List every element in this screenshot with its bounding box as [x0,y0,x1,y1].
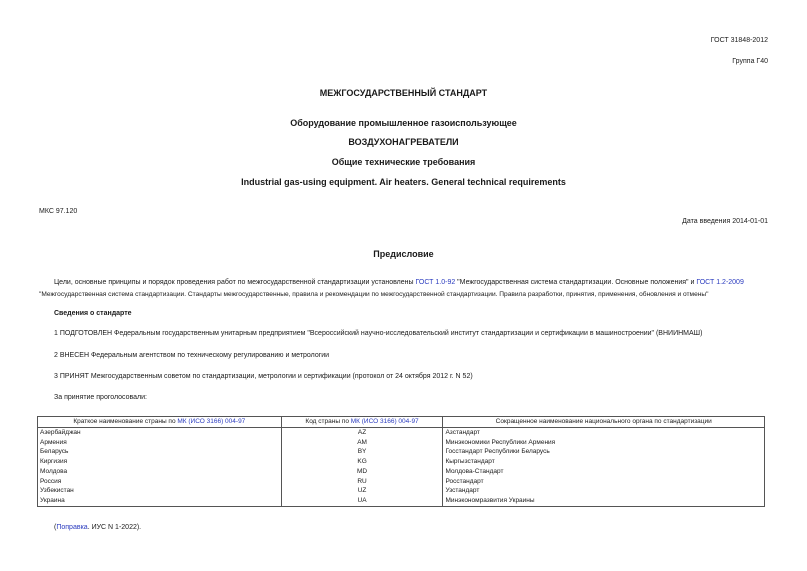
body-cell: Молдова-Стандарт [443,467,765,477]
code-cell: AM [281,438,443,448]
code-cell: UZ [281,486,443,496]
col-header-code: Код страны по МК (ИСО 3166) 004-97 [281,417,443,428]
code-cell: MD [281,467,443,477]
table-header-row [38,417,765,428]
body-cell: Узстандарт [443,486,765,496]
code-cell: AZ [281,428,443,438]
table-row [38,447,765,457]
info-item-prepared: 1 ПОДГОТОВЛЕН Федеральным государственным унитарным предприятием "Всероссийский научно-исследовательский институт стандартизации и сертификации в машиностроении" (ВНИИНМАШ) [54,330,703,337]
classification-group: Группа Г40 [732,58,768,65]
preface-heading: Предисловие [373,249,434,259]
standard-kind-title: МЕЖГОСУДАРСТВЕННЫЙ СТАНДАРТ [319,88,488,98]
col-header-country: Краткое наименование страны по МК (ИСО 3166) 004-97 [38,417,282,428]
body-cell: Минэкономики Республики Армения [443,438,765,448]
document-title-line1: Оборудование промышленное газоиспользующее [290,118,517,128]
table-row [38,496,765,506]
table-row [38,457,765,467]
standard-info-heading: Сведения о стандарте [54,310,132,317]
code-cell: RU [281,477,443,487]
preface-text-prefix: Цели, основные принципы и порядок проведения работ по межгосударственной стандартизации установлены [54,279,416,286]
amendment-note: (Поправка. ИУС N 1-2022). [54,524,142,531]
preface-paragraph-line2: "Межгосударственная система стандартизации. Стандарты межгосударственные, правила и рекомендации по межгосударственной стандартизации. Правила разработки, принятия, применения, обновления и отмены" [39,291,709,298]
mks-code: МКС 97.120 [39,208,78,215]
table-row [38,438,765,448]
code-cell: UA [281,496,443,506]
mk-iso-3166-link[interactable]: МК (ИСО 3166) 004-97 [177,418,246,426]
code-cell: BY [281,447,443,457]
table-row [38,486,765,496]
country-cell: Азербайджан [38,428,282,438]
body-cell: Минэкономразвития Украины [443,496,765,506]
country-cell: Армения [38,438,282,448]
info-item-adopted: 3 ПРИНЯТ Межгосударственным советом по стандартизации, метрологии и сертификации (протокол от 24 октября 2012 г. N 52) [54,373,473,380]
body-cell: Кыргызстандарт [443,457,765,467]
code-cell: KG [281,457,443,467]
body-cell: Госстандарт Республики Беларусь [443,447,765,457]
preface-text-mid: "Межгосударственная система стандартизации. Основные положения" и [455,279,697,286]
country-cell: Узбекистан [38,486,282,496]
body-cell: Росстандарт [443,477,765,487]
col-header-body: Сокращенное наименование национального органа по стандартизации [443,417,765,428]
voted-for-label: За принятие проголосовали: [54,394,147,401]
table-row [38,467,765,477]
voting-states-table [37,416,765,507]
table-row [38,428,765,438]
body-cell: Азстандарт [443,428,765,438]
gost-1-0-92-link[interactable]: ГОСТ 1.0-92 [415,279,456,286]
country-cell: Киргизия [38,457,282,467]
amendment-link[interactable]: Поправка [56,524,88,531]
country-cell: Украина [38,496,282,506]
country-cell: Молдова [38,467,282,477]
introduction-date: Дата введения 2014-01-01 [682,218,768,225]
preface-paragraph-line1 [54,279,744,286]
standard-number: ГОСТ 31848-2012 [710,37,768,44]
document-title-line2: ВОЗДУХОНАГРЕВАТЕЛИ [348,137,459,147]
mk-iso-3166-link[interactable]: МК (ИСО 3166) 004-97 [350,418,419,426]
info-item-submitted: 2 ВНЕСЕН Федеральным агентством по техническому регулированию и метрологии [54,352,330,359]
table-row [38,477,765,487]
gost-1-2-2009-link[interactable]: ГОСТ 1.2-2009 [696,279,744,286]
country-cell: Россия [38,477,282,487]
document-title-line3: Общие технические требования [331,157,476,167]
country-cell: Беларусь [38,447,282,457]
english-title: Industrial gas-using equipment. Air heaters. General technical requirements [241,177,566,187]
